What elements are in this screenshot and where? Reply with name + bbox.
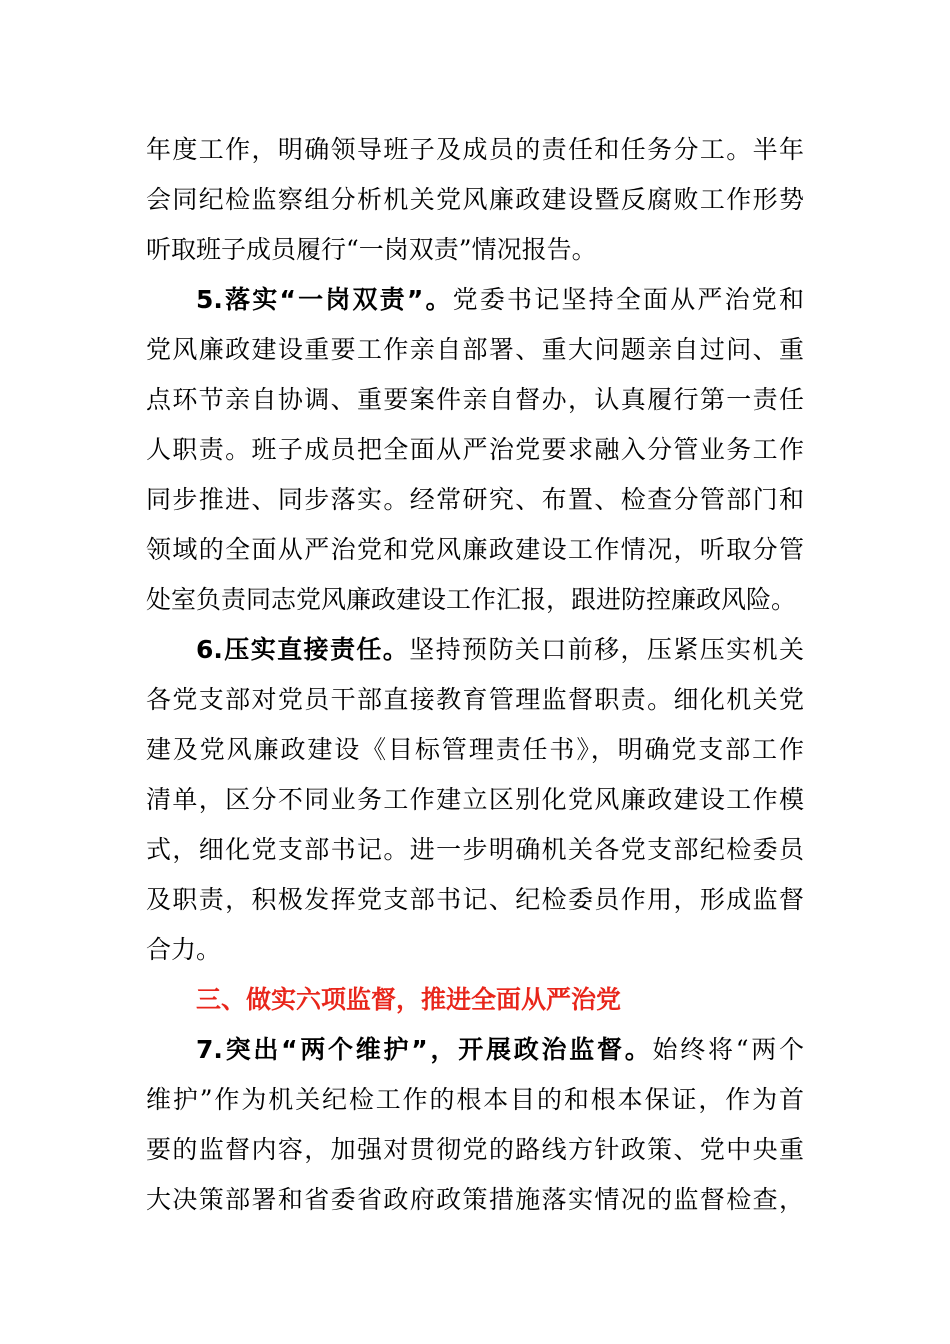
paragraph-line: 处室负责同志党风廉政建设工作汇报，跟进防控廉政风险。	[146, 585, 797, 614]
item-6-first-line	[196, 630, 804, 670]
item-5-title: 5.落实“一岗双责”。	[196, 285, 453, 314]
paragraph-line: 建及党风廉政建设《目标管理责任书》，明确党支部工作	[146, 735, 804, 764]
item-6-text: 坚持预防关口前移，压紧压实机关	[409, 635, 804, 664]
item-7-text: 始终将“两个	[652, 1035, 804, 1064]
item-7-title: 7.突出“两个维护”，开展政治监督。	[196, 1035, 653, 1064]
paragraph-line: 合力。	[146, 935, 222, 964]
paragraph-line: 大决策部署和省委省政府政策措施落实情况的监督检查，	[146, 1185, 804, 1214]
item-6-title: 6.压实直接责任。	[196, 635, 410, 664]
paragraph-line: 点环节亲自协调、重要案件亲自督办，认真履行第一责任	[146, 385, 804, 414]
paragraph-line: 要的监督内容，加强对贯彻党的路线方针政策、党中央重	[146, 1135, 804, 1164]
paragraph-line: 各党支部对党员干部直接教育管理监督职责。细化机关党	[146, 685, 804, 714]
paragraph-line: 年度工作，明确领导班子及成员的责任和任务分工。半年	[146, 135, 804, 164]
paragraph-line: 维护”作为机关纪检工作的根本目的和根本保证，作为首	[146, 1085, 804, 1114]
item-5-text: 党委书记坚持全面从严治党和	[452, 285, 804, 314]
item-5-first-line	[196, 280, 804, 320]
paragraph-line: 领域的全面从严治党和党风廉政建设工作情况，听取分管	[146, 535, 804, 564]
paragraph-line: 及职责，积极发挥党支部书记、纪检委员作用，形成监督	[146, 885, 804, 914]
paragraph-line: 会同纪检监察组分析机关党风廉政建设暨反腐败工作形势	[146, 185, 804, 214]
paragraph-line: 式，细化党支部书记。进一步明确机关各党支部纪检委员	[146, 835, 804, 864]
paragraph-line: 清单，区分不同业务工作建立区别化党风廉政建设工作模	[146, 785, 804, 814]
paragraph-line: 听取班子成员履行“一岗双责”情况报告。	[146, 235, 597, 264]
paragraph-line: 人职责。班子成员把全面从严治党要求融入分管业务工作	[146, 435, 804, 464]
paragraph-line: 党风廉政建设重要工作亲自部署、重大问题亲自过问、重	[146, 335, 804, 364]
section-heading: 三、做实六项监督，推进全面从严治党	[196, 985, 622, 1014]
paragraph-line: 同步推进、同步落实。经常研究、布置、检查分管部门和	[146, 485, 804, 514]
item-7-first-line	[196, 1030, 804, 1070]
